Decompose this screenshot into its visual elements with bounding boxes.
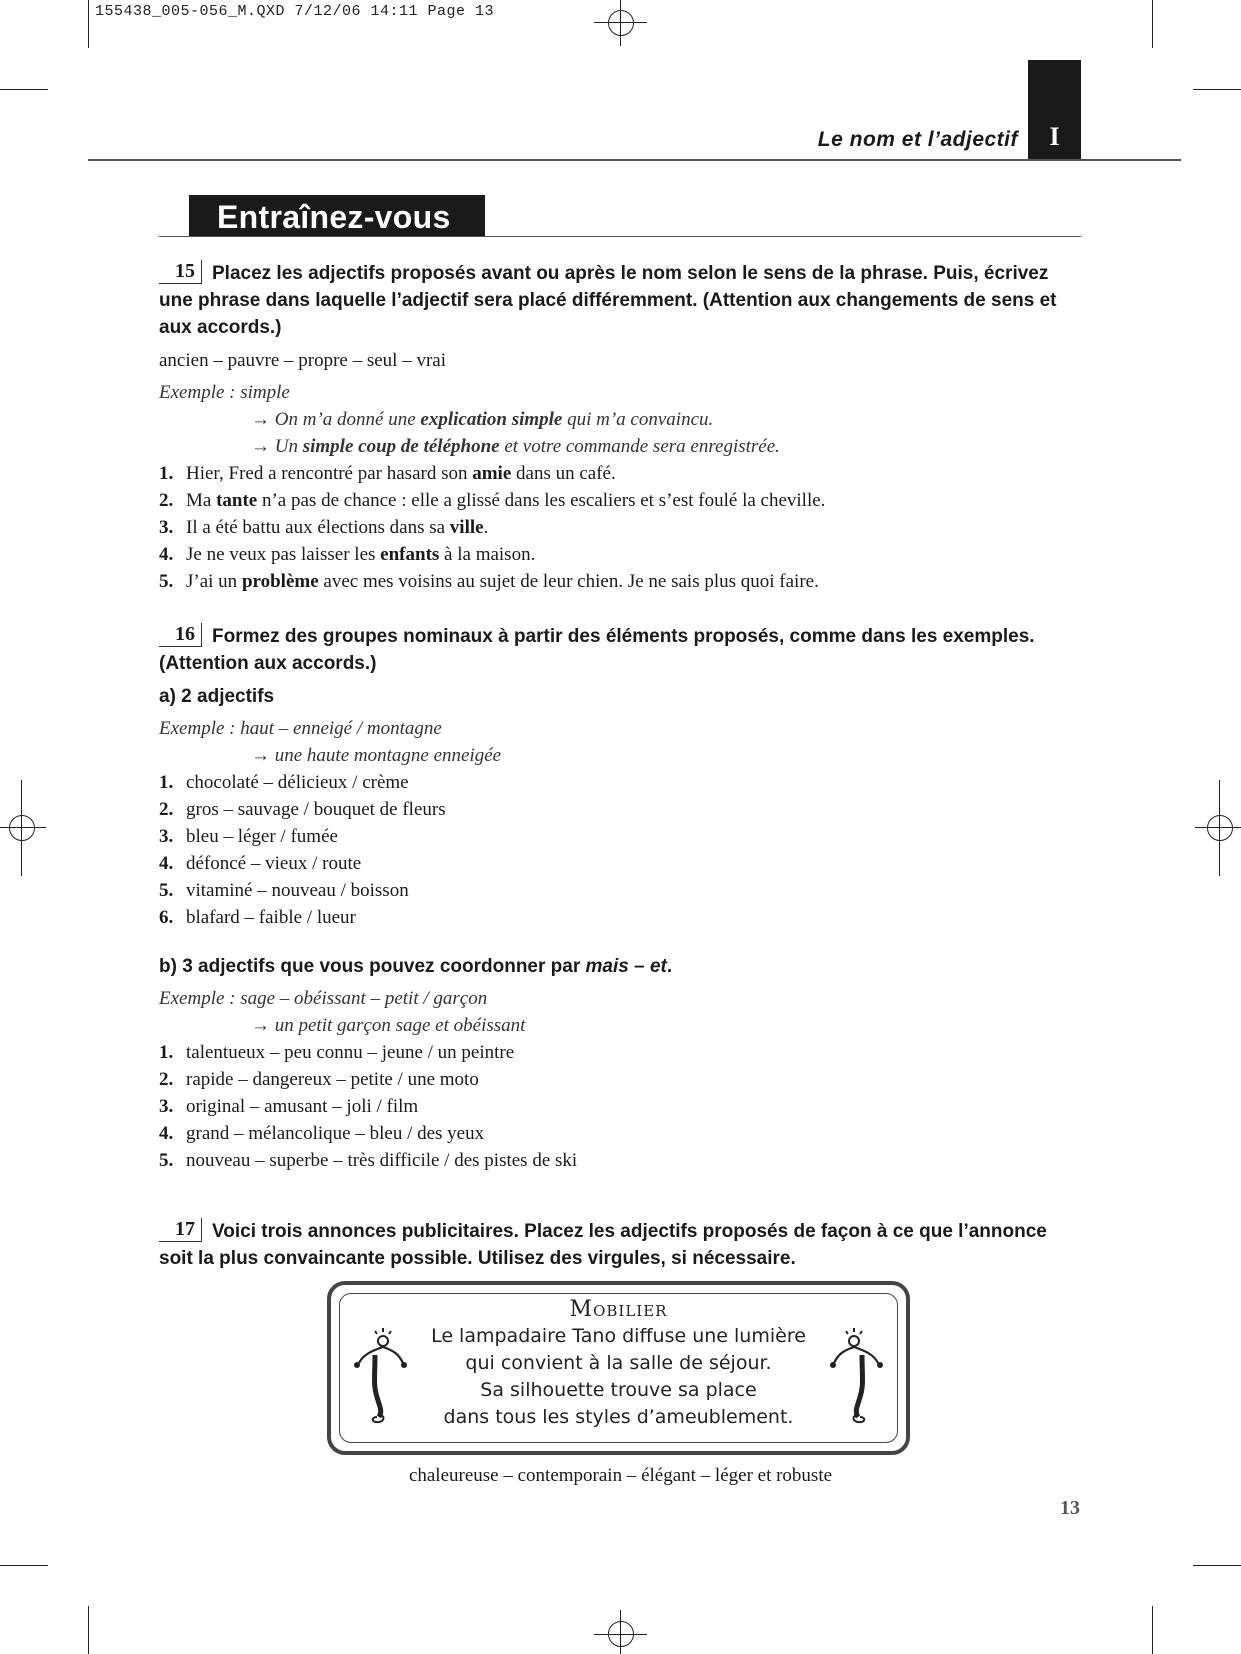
exercise-number: 16 [159,623,202,647]
crop-mark [1193,1565,1241,1566]
example-label: Exemple : simple [159,382,290,403]
advert-title: Mobilier [569,1297,668,1322]
crop-mark [0,1565,48,1566]
list-item: 1. talentueux – peu connu – jeune / un peintre [159,1042,515,1063]
list-item: 3. original – amusant – joli / film [159,1096,419,1117]
crop-mark [88,0,89,48]
item-list [159,1039,1081,1174]
crop-mark [1193,89,1241,90]
list-item: 2. gros – sauvage / bouquet de fleurs [159,799,446,820]
list-item: 1. chocolaté – délicieux / crème [159,772,409,793]
exercise-instruction: 15 Placez les adjectifs proposés avant ou après le nom selon le sens de la phrase. Puis, écrivez une phrase dans laquelle l’adjectif sera placé différemment. (Attention aux changements de sens et aux accords.) [159,260,1057,338]
word-list: chaleureuse – contemporain – élégant – léger et robuste [408,1465,833,1486]
exercise-instruction: 17 Voici trois annonces publicitaires. Placez les adjectifs proposés de façon à ce que l’annonce soit la plus convaincante possible. Utilisez des virgules, si nécessaire. [159,1218,1047,1269]
list-item: 4. Je ne veux pas laisser les enfants à la maison. [159,544,536,565]
example-answer: → un petit garçon sage et obéissant [251,1015,526,1036]
advert-line: qui convient à la salle de séjour. [465,1352,772,1374]
advert-line: Sa silhouette trouve sa place [480,1379,757,1401]
registration-mark [1207,815,1233,841]
registration-mark [608,1621,634,1647]
crop-mark [1152,0,1153,48]
example-label: Exemple : sage – obéissant – petit / garçon [159,988,488,1009]
chapter-marker: I [1028,60,1081,160]
running-head: Le nom et l’adjectif [817,128,1018,151]
header-divider [88,159,1181,161]
example-answer: → On m’a donné une explication simple qui m’a convaincu. [251,409,714,430]
part-b-title: b) 3 adjectifs que vous pouvez coordonner par mais – et. [159,956,673,977]
section-banner: Entraînez-vous [189,195,485,237]
list-item: 5. vitaminé – nouveau / boisson [159,880,409,901]
list-item: 3. Il a été battu aux élections dans sa ville. [159,517,489,538]
exercise-16 [159,623,1081,1174]
registration-mark [9,815,35,841]
crop-mark [0,89,48,90]
crop-mark [1152,1606,1153,1654]
advert-line: dans tous les styles d’ameublement. [443,1406,794,1428]
registration-mark [608,10,634,36]
exercise-15 [159,260,1081,595]
page-number: 13 [1060,1497,1080,1519]
exercise-instruction: 16 Formez des groupes nominaux à partir des éléments proposés, comme dans les exemples. (Attention aux accords.) [159,623,1035,674]
word-list: ancien – pauvre – propre – seul – vrai [159,350,447,371]
example-answer: → une haute montagne enneigée [251,745,502,766]
list-item: 2. rapide – dangereux – petite / une moto [159,1069,479,1090]
crop-mark [88,1606,89,1654]
part-a-title: a) 2 adjectifs [159,686,275,707]
list-item: 6. blafard – faible / lueur [159,907,356,928]
exercise-number: 17 [159,1218,202,1242]
list-item: 4. défoncé – vieux / route [159,853,362,874]
list-item: 3. bleu – léger / fumée [159,826,338,847]
list-item: 2. Ma tante n’a pas de chance : elle a glissé dans les escaliers et s’est foulé la cheville. [159,490,826,511]
list-item: 4. grand – mélancolique – bleu / des yeux [159,1123,485,1144]
exercise-number: 15 [159,260,202,284]
list-item: 5. J’ai un problème avec mes voisins au sujet de leur chien. Je ne sais plus quoi faire. [159,571,819,592]
advert-box [327,1281,910,1455]
banner-divider [159,236,1081,237]
item-list [159,460,1081,595]
advert-line: Le lampadaire Tano diffuse une lumière [431,1325,806,1347]
exercise-17 [159,1218,1081,1272]
list-item: 5. nouveau – superbe – très difficile / des pistes de ski [159,1150,578,1171]
list-item: 1. Hier, Fred a rencontré par hasard son amie dans un café. [159,463,616,484]
example-label: Exemple : haut – enneigé / montagne [159,718,442,739]
example-answer: → Un simple coup de téléphone et votre commande sera enregistrée. [251,436,780,457]
advert-text [331,1297,906,1431]
item-list [159,769,1081,931]
print-slug: 155438_005-056_M.QXD 7/12/06 14:11 Page 13 [95,3,495,20]
